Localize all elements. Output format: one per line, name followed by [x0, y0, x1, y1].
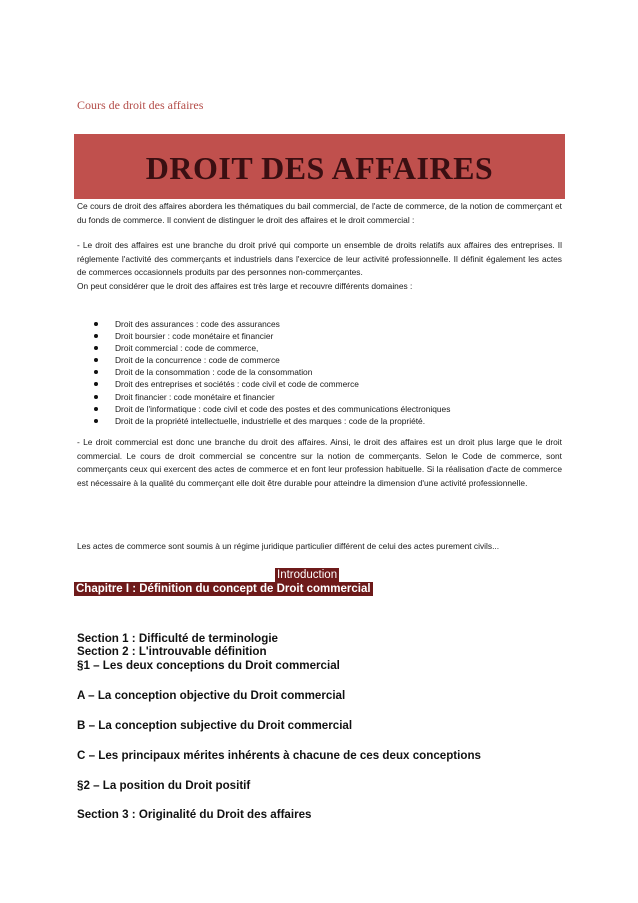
course-header: Cours de droit des affaires — [77, 98, 204, 112]
section-2-heading: Section 2 : L'introuvable définition — [77, 645, 267, 658]
list-item: Droit boursier : code monétaire et financier — [92, 330, 552, 342]
definition-paragraph — [77, 239, 562, 293]
introduction-heading: Introduction — [277, 569, 338, 581]
definition-text: - Le droit des affaires est une branche du droit privé qui comporte un ensemble de droits relatifs aux affaires des entreprises. Il réglemente l'activité des commerçants et industriels dans l'exercice de leur activité professionnelle. Il définit également les actes de commerces occasionnels produits par des personnes non-commerçantes. — [77, 240, 562, 278]
part-b-heading: B – La conception subjective du Droit commercial — [77, 719, 353, 732]
paragraph-2-heading: §2 – La position du Droit positif — [77, 779, 251, 792]
list-item: Droit de la consommation : code de la consommation — [92, 366, 552, 378]
list-item: Droit commercial : code de commerce, — [92, 342, 552, 354]
part-c-heading: C – Les principaux mérites inhérents à chacune de ces deux conceptions — [77, 749, 481, 762]
section-3-heading: Section 3 : Originalité du Droit des affaires — [77, 808, 312, 821]
domains-lead-text: On peut considérer que le droit des affaires est très large et recouvre différents domaines : — [77, 280, 413, 291]
paragraph-1-heading: §1 – Les deux conceptions du Droit commercial — [77, 659, 340, 672]
title-banner — [74, 134, 565, 199]
part-a-heading: A – La conception objective du Droit commercial — [77, 689, 346, 702]
intro-paragraph: Ce cours de droit des affaires abordera les thématiques du bail commercial, de l'acte de commerce, de la notion de commerçant et du fonds de commerce. Il convient de distinguer le droit des affaires et le droit commercial : — [77, 201, 562, 225]
commercial-law-paragraph: - Le droit commercial est donc une branche du droit des affaires. Ainsi, le droit des affaires est un droit plus large que le droit commercial. Le cours de droit commercial se concentre sur la notion de commerçants. Selon le Code de commerce, sont commerçants ceux qui exercent des actes de commerce et en font leur profession habituelle. Si la réalisation d'acte de commerce est nécessaire à la qualité du commerçant elle doit être durable pour atteindre la dimension d'une activité professionnelle. — [77, 437, 562, 488]
list-item: Droit de la concurrence : code de commerce — [92, 354, 552, 366]
list-item: Droit de l'informatique : code civil et code des postes et des communications électroniques — [92, 403, 552, 415]
document-title: DROIT DES AFFAIRES — [145, 150, 494, 186]
acts-paragraph: Les actes de commerce sont soumis à un régime juridique particulier différent de celui des actes purement civils... — [77, 541, 500, 551]
section-1-heading: Section 1 : Difficulté de terminologie — [77, 632, 278, 645]
domains-list — [92, 318, 552, 427]
list-item: Droit financier : code monétaire et financier — [92, 391, 552, 403]
list-item: Droit des entreprises et sociétés : code civil et code de commerce — [92, 378, 552, 390]
chapitre-heading: Chapitre I : Définition du concept de Droit commercial — [76, 583, 371, 595]
list-item: Droit de la propriété intellectuelle, industrielle et des marques : code de la propriété. — [92, 415, 552, 427]
list-item: Droit des assurances : code des assurances — [92, 318, 552, 330]
